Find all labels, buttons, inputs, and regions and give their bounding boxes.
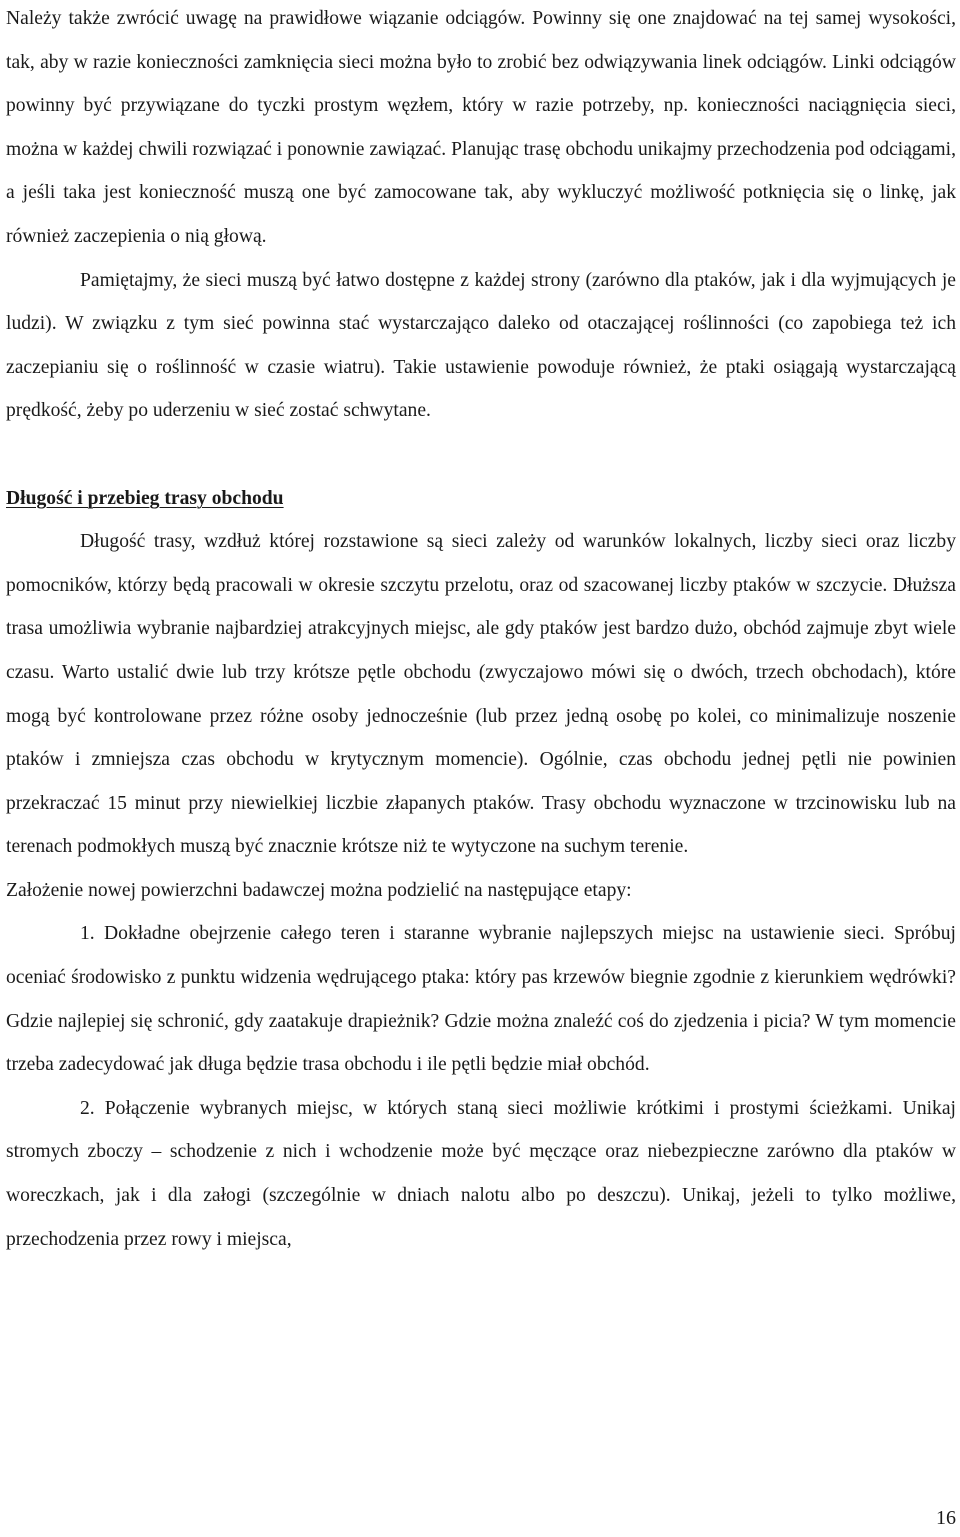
- section-gap: [6, 433, 956, 477]
- list-item-step-1: 1. Dokładne obejrzenie całego teren i staranne wybranie najlepszych miejsc na ustawienie sieci. Spróbuj oceniać środowisko z punktu widzenia wędrującego ptaka: który pas krzewów biegnie zgodnie z kierunkiem wędrówki? Gdzie najlepiej się schronić, gdy zaatakuje drapieżnik? Gdzie można znaleźć coś do zjedzenia i picia? W tym momencie trzeba zadecydować jak długa będzie trasa obchodu i ile pętli będzie miał obchód.: [6, 923, 956, 1076]
- list-item-step-2: 2. Połączenie wybranych miejsc, w których staną sieci możliwie krótkimi i prostymi ścieżkami. Unikaj stromych zboczy – schodzenie z nich i wchodzenie może być męczące oraz niebezpieczne zarówno dla ptaków w woreczkach, jak i dla załogi (szczególnie w dniach nalotu albo po deszczu). Unikaj, jeżeli to tylko możliwe, przechodzenia przez rowy i miejsca,: [6, 1097, 956, 1250]
- section-heading: Długość i przebieg trasy obchodu: [6, 487, 284, 509]
- paragraph-stages-intro: Założenie nowej powierzchni badawczej można podzielić na następujące etapy:: [6, 879, 632, 901]
- paragraph-net-access: Pamiętajmy, że sieci muszą być łatwo dostępne z każdej strony (zarówno dla ptaków, jak i dla wyjmujących je ludzi). W związku z tym sieć powinna stać wystarczająco daleko od otaczającej roślinności (co zapobiega też ich zaczepianiu się o roślinność w czasie wiatru). Takie ustawienie powoduje również, że ptaki osiągają wystarczającą prędkość, żeby po uderzeniu w sieć zostać schwytane.: [6, 269, 956, 422]
- document-page: [6, 0, 956, 1261]
- page-number: 16: [936, 1507, 956, 1529]
- paragraph-route-length: Długość trasy, wzdłuż której rozstawione są sieci zależy od warunków lokalnych, liczby sieci oraz liczby pomocników, którzy będą pracowali w okresie szczytu przelotu, oraz od szacowanej liczby ptaków w szczycie. Dłuższa trasa umożliwia wybranie najbardziej atrakcyjnych miejsc, ale gdy ptaków jest bardzo dużo, obchód zajmuje zbyt wiele czasu. Warto ustalić dwie lub trzy krótsze pętle obchodu (zwyczajowo mówi się o dwóch, trzech obchodach), które mogą być kontrolowane przez różne osoby jednocześnie (lub przez jedną osobę po kolei, co minimalizuje noszenie ptaków i zmniejsza czas obchodu w krytycznym momencie). Ogólnie, czas obchodu jednej pętli nie powinien przekraczać 15 minut przy niewielkiej liczbie złapanych ptaków. Trasy obchodu wyznaczone w trzcinowisku lub na terenach podmokłych muszą być znacznie krótsze niż te wytyczone na suchym terenie.: [6, 531, 956, 858]
- paragraph-guy-lines: Należy także zwrócić uwagę na prawidłowe wiązanie odciągów. Powinny się one znajdować na tej samej wysokości, tak, aby w razie konieczności zamknięcia sieci można było to zrobić bez odwiązywania linek odciągów. Linki odciągów powinny być przywiązane do tyczki prostym węzłem, który w razie potrzeby, np. konieczności naciągnięcia sieci, można w każdej chwili rozwiązać i ponownie zawiązać. Planując trasę obchodu unikajmy przechodzenia pod odciągami, a jeśli taka jest konieczność muszą one być zamocowane tak, aby wykluczyć możliwość potknięcia się o linkę, jak również zaczepienia o nią głową.: [6, 8, 956, 247]
